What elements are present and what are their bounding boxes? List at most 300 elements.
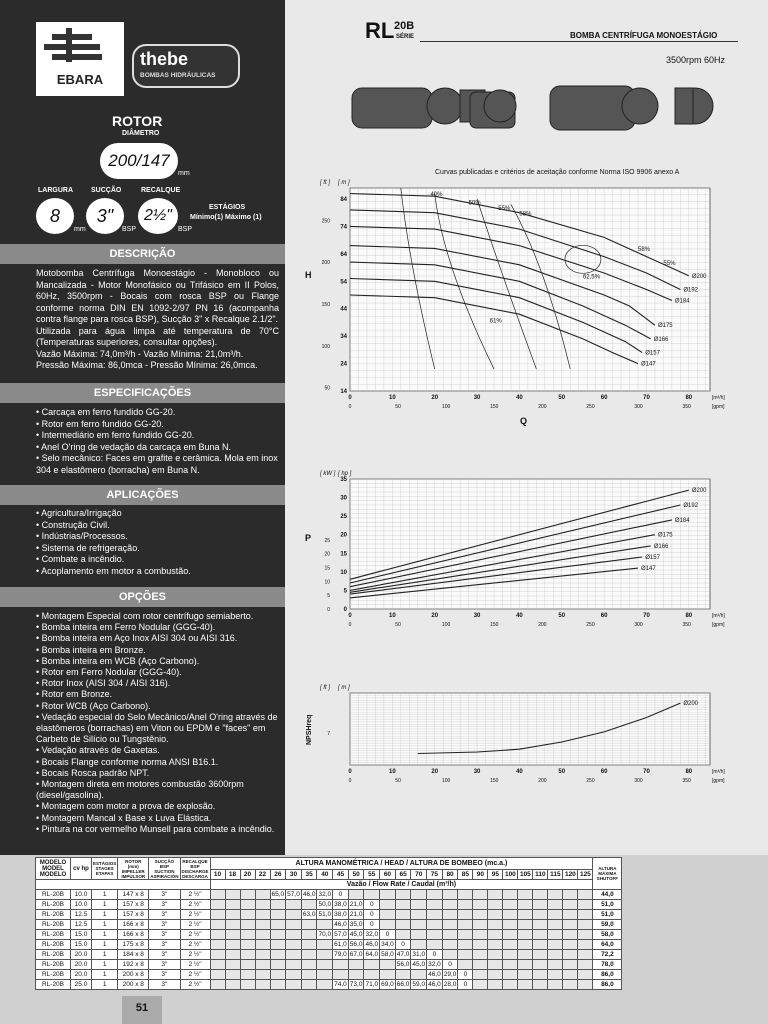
- y-axis-label: H: [305, 270, 312, 280]
- table-cell: 32,0: [318, 891, 332, 898]
- x-tick-label: 10: [389, 769, 396, 775]
- table-cell: [548, 960, 563, 970]
- table-cell: 1: [92, 900, 118, 910]
- table-cell: 157 x 8: [118, 910, 149, 920]
- table-cell: [225, 890, 240, 900]
- x-tick-label: 10: [389, 395, 396, 401]
- rotor-unit: mm: [178, 170, 190, 177]
- table-cell: [548, 910, 563, 920]
- table-cell: [458, 910, 473, 920]
- table-cell: 69,0: [381, 981, 394, 988]
- series-label: Ø166: [653, 543, 669, 550]
- y2-tick-label: 0: [327, 607, 330, 613]
- list-item: • Rotor em Bronze.: [36, 689, 113, 700]
- table-cell: [210, 900, 225, 910]
- table-cell: [488, 930, 503, 940]
- table-cell: [548, 940, 563, 950]
- table-cell: [533, 950, 548, 960]
- table-cell: 61,0: [334, 941, 347, 948]
- aplicacoes-heading: APLICAÇÕES: [0, 485, 285, 505]
- rotor-diameter: 200/147: [100, 143, 178, 179]
- table-cell: [395, 910, 411, 920]
- table-cell: [301, 940, 317, 950]
- table-cell: [255, 940, 270, 950]
- series-sup: 20B: [394, 20, 415, 32]
- table-cell: 63,0: [302, 911, 316, 918]
- x-tick-label: 40: [516, 769, 523, 775]
- x-tick-label: 20: [431, 395, 439, 401]
- y-unit: [ kW ]: [320, 471, 336, 477]
- x-tick-label: 60: [600, 769, 608, 775]
- list-item: • Combate a incêndio.: [36, 554, 125, 564]
- list-item: • Sistema de refrigeração.: [36, 542, 140, 553]
- list-item: • Rotor Inox (AISI 304 / AISI 316).: [36, 678, 171, 689]
- table-cell: [380, 890, 396, 900]
- table-cell: [301, 950, 317, 960]
- table-cell: [270, 920, 286, 930]
- table-cell: [210, 890, 225, 900]
- col-altura-max: ALTURA MÁXIMA SHUTOFF: [593, 858, 622, 890]
- table-cell: 2 ½": [180, 890, 210, 900]
- table-cell: [255, 910, 270, 920]
- table-cell: [286, 980, 302, 990]
- table-cell: [301, 970, 317, 980]
- especificacoes-list: [36, 407, 279, 476]
- x2-tick-label: 200: [538, 404, 547, 410]
- x-unit: [m³/h]: [712, 395, 725, 401]
- x-tick-label: 30: [473, 395, 481, 401]
- table-cell: [333, 960, 349, 970]
- table-cell: [380, 960, 396, 970]
- table-cell: [301, 920, 317, 930]
- y-tick-label: 34: [340, 334, 347, 341]
- table-cell: [563, 950, 578, 960]
- table-cell: 0: [380, 930, 396, 940]
- table-cell: [286, 950, 302, 960]
- y2-tick-label: 7: [327, 731, 330, 738]
- table-cell: [301, 980, 317, 990]
- x-tick-label: 30: [473, 769, 481, 775]
- table-cell: 2 ½": [180, 960, 210, 970]
- list-item: • Rotor em ferro fundido GG-20.: [36, 418, 164, 429]
- series-name: RL: [365, 18, 395, 43]
- performance-table: [35, 857, 622, 990]
- table-cell: [427, 920, 443, 930]
- table-cell: [473, 940, 488, 950]
- table-cell-max: 72,2: [593, 950, 622, 960]
- table-cell: [210, 910, 225, 920]
- table-cell: [563, 930, 578, 940]
- table-cell: 25.0: [71, 980, 92, 990]
- table-cell: 56,0: [349, 941, 363, 948]
- table-cell: [317, 960, 333, 970]
- table-cell: [240, 960, 255, 970]
- table-cell: [270, 940, 286, 950]
- table-row: [36, 960, 622, 970]
- list-item: • Bomba inteira em Bronze.: [36, 644, 146, 655]
- table-cell: [578, 930, 593, 940]
- table-cell: 20.0: [71, 960, 92, 970]
- table-cell: [548, 970, 563, 980]
- table-cell: [240, 980, 255, 990]
- series-label: Ø157: [645, 555, 660, 561]
- table-cell: 1: [92, 930, 118, 940]
- table-cell: [270, 950, 286, 960]
- x2-tick-label: 200: [538, 778, 547, 784]
- series-label: Ø200: [691, 273, 707, 280]
- x-tick-label: 0: [348, 613, 352, 619]
- table-cell: [548, 950, 563, 960]
- y-unit: [ ft ]: [320, 685, 331, 691]
- flow-header: 45: [333, 870, 349, 880]
- y-axis-label: P: [305, 533, 312, 543]
- x-tick-label: 80: [685, 613, 693, 619]
- x-tick-label: 80: [685, 395, 693, 401]
- table-cell: [473, 970, 488, 980]
- table-cell: 1: [92, 970, 118, 980]
- table-cell: [533, 960, 548, 970]
- table-cell: 3": [149, 980, 180, 990]
- table-cell: RL-20B: [36, 950, 71, 960]
- table-cell-max: 86,0: [593, 980, 622, 990]
- table-cell: 1: [92, 950, 118, 960]
- table-cell: [286, 920, 302, 930]
- table-cell: [270, 900, 286, 910]
- flow-header: 75: [427, 870, 443, 880]
- table-cell: 200 x 8: [118, 970, 149, 980]
- efficiency-label: 58%: [519, 211, 532, 218]
- table-cell: [548, 890, 563, 900]
- table-cell: [473, 910, 488, 920]
- pump-images: [350, 70, 740, 142]
- y-tick-label: 24: [340, 361, 347, 368]
- table-cell: [225, 910, 240, 920]
- table-cell: [503, 940, 518, 950]
- table-cell: 29,0: [443, 971, 457, 978]
- flow-header: 90: [473, 870, 488, 880]
- table-cell: RL-20B: [36, 920, 71, 930]
- table-cell: [301, 930, 317, 940]
- rotor-title: ROTOR: [112, 113, 163, 129]
- series-label: Ø147: [641, 361, 656, 368]
- table-cell: [270, 970, 286, 980]
- y-tick-label: 25: [340, 514, 347, 521]
- y2-tick-label: 25: [324, 537, 330, 544]
- table-cell: 50,0: [318, 901, 332, 908]
- table-cell: [578, 970, 593, 980]
- table-row: [36, 930, 622, 940]
- y2-tick-label: 15: [324, 565, 330, 572]
- table-cell: [240, 930, 255, 940]
- efficiency-label: 55%: [498, 205, 511, 212]
- table-cell: 1: [92, 920, 118, 930]
- succao-unit: BSP: [122, 226, 137, 233]
- opcoes-heading: OPÇÕES: [0, 587, 285, 607]
- table-cell: 71,0: [365, 981, 379, 988]
- table-cell: 20.0: [71, 950, 92, 960]
- y2-tick-label: 50: [324, 385, 330, 392]
- table-cell: [286, 940, 302, 950]
- table-cell: [548, 920, 563, 930]
- efficiency-label: 50%: [468, 200, 481, 207]
- aplicacoes-list: [36, 508, 279, 577]
- table-cell: [210, 920, 225, 930]
- table-cell: 2 ½": [180, 970, 210, 980]
- table-cell: [286, 970, 302, 980]
- table-cell: [518, 890, 533, 900]
- table-cell: 79,0: [334, 951, 347, 958]
- table-cell: [225, 920, 240, 930]
- table-cell: [255, 930, 270, 940]
- table-cell: 73,0: [349, 981, 363, 988]
- list-item: • Pintura na cor vermelho Munsell para combate a incêndio.: [36, 823, 275, 834]
- table-cell: [563, 970, 578, 980]
- table-cell: [503, 970, 518, 980]
- table-cell: [301, 900, 317, 910]
- table-cell: 47,0: [396, 951, 410, 958]
- table-cell: [578, 940, 593, 950]
- list-item: • Intermediário em ferro fundido GG-20.: [36, 430, 195, 440]
- y-axis-label: NPSHreq: [306, 714, 313, 745]
- table-cell-max: 58,0: [593, 930, 622, 940]
- x-tick-label: 0: [348, 395, 352, 401]
- table-cell: 2 ½": [180, 900, 210, 910]
- list-item: • Vedação através de Gaxetas.: [36, 745, 160, 756]
- table-cell: [518, 970, 533, 980]
- y-tick-label: 30: [340, 495, 347, 502]
- table-cell: 3": [149, 960, 180, 970]
- x-tick-label: 40: [516, 395, 523, 401]
- table-cell: [458, 890, 473, 900]
- y-tick-label: 35: [340, 477, 347, 483]
- x-tick-label: 70: [643, 395, 650, 401]
- flow-header: 26: [270, 870, 286, 880]
- table-cell: RL-20B: [36, 910, 71, 920]
- table-subtitle: Vazão / Flow Rate / Caudal (m³/h): [210, 880, 593, 890]
- table-cell: RL-20B: [36, 890, 71, 900]
- table-cell: 56,0: [396, 961, 410, 968]
- table-cell: [442, 910, 458, 920]
- table-row: [36, 910, 622, 920]
- table-cell: [348, 890, 364, 900]
- estagios-value: Mínimo(1) Máximo (1): [190, 214, 262, 221]
- flow-header: 80: [442, 870, 458, 880]
- table-cell: 45,0: [412, 961, 426, 968]
- table-cell: [395, 970, 411, 980]
- table-cell: 21,0: [349, 911, 363, 918]
- list-item: • Bocais Rosca padrão NPT.: [36, 767, 150, 778]
- especificacoes-heading: ESPECIFICAÇÕES: [0, 383, 285, 403]
- table-cell: [255, 970, 270, 980]
- x-tick-label: 20: [431, 769, 439, 775]
- table-cell: [473, 960, 488, 970]
- opcoes-list: [36, 611, 279, 835]
- x2-tick-label: 250: [586, 622, 595, 628]
- table-cell: [210, 970, 225, 980]
- thebe-text: thebe: [140, 49, 189, 69]
- table-cell: [518, 910, 533, 920]
- series-label: Ø157: [645, 350, 660, 357]
- table-cell: [210, 960, 225, 970]
- col-estagios: ESTÁGIOS STAGES ETAPAS: [92, 858, 118, 880]
- table-row: [36, 890, 622, 900]
- table-cell: [458, 940, 473, 950]
- efficiency-label: 58%: [638, 247, 651, 254]
- table-cell: 46,0: [428, 971, 441, 978]
- table-cell: [533, 920, 548, 930]
- table-cell: [488, 970, 503, 980]
- list-item: • Carcaça em ferro fundido GG-20.: [36, 407, 176, 417]
- series-label: Ø184: [674, 517, 690, 524]
- table-row: [36, 940, 622, 950]
- flow-header: 110: [533, 870, 548, 880]
- table-cell: [395, 900, 411, 910]
- table-cell: 3": [149, 940, 180, 950]
- x2-tick-label: 250: [586, 404, 595, 410]
- table-cell: 59,0: [412, 981, 426, 988]
- estagios-label: ESTÁGIOS: [209, 204, 246, 211]
- y2-tick-label: 200: [321, 260, 330, 267]
- table-cell: 2 ½": [180, 920, 210, 930]
- efficiency-label: 40%: [430, 192, 443, 199]
- table-cell: 12.5: [71, 920, 92, 930]
- table-cell: 1: [92, 960, 118, 970]
- list-item: • Construção Civil.: [36, 519, 110, 530]
- list-item: • Rotor WCB (Aço Carbono).: [36, 700, 151, 711]
- flow-header: 65: [395, 870, 411, 880]
- table-cell: [563, 890, 578, 900]
- table-title: ALTURA MANOMÉTRICA / HEAD / ALTURA DE BOMBEO (mc.a.): [210, 858, 593, 870]
- flow-header: 85: [458, 870, 473, 880]
- x-unit: [m³/h]: [712, 769, 725, 775]
- table-cell: [488, 960, 503, 970]
- table-cell: 57,0: [334, 931, 347, 938]
- series-label: Ø184: [674, 298, 690, 305]
- table-cell: [488, 980, 503, 990]
- table-cell: 3": [149, 950, 180, 960]
- table-cell: [578, 890, 593, 900]
- table-cell: [380, 910, 396, 920]
- x-tick-label: 70: [643, 613, 650, 619]
- table-cell: [210, 930, 225, 940]
- table-cell: 65,0: [271, 891, 285, 898]
- table-cell: [458, 920, 473, 930]
- thebe-subtitle: BOMBAS HIDRÁULICAS: [140, 72, 216, 79]
- table-cell: [411, 970, 427, 980]
- table-cell: 35,0: [349, 921, 363, 928]
- table-cell: [317, 940, 333, 950]
- flow-header: 100: [503, 870, 518, 880]
- table-cell: [286, 930, 302, 940]
- flow-header: 22: [255, 870, 270, 880]
- table-cell: 192 x 8: [118, 960, 149, 970]
- table-cell: [255, 950, 270, 960]
- table-cell: [518, 930, 533, 940]
- list-item: • Anel O'ring de vedação da carcaça em Buna N.: [36, 441, 231, 452]
- x2-tick-label: 0: [348, 404, 352, 410]
- table-cell: [225, 900, 240, 910]
- table-cell: [518, 920, 533, 930]
- series-label: Ø166: [653, 336, 669, 343]
- table-cell: RL-20B: [36, 900, 71, 910]
- list-item: • Montagem direta em motores combustão 3600rpm (diesel/gasolina).: [36, 779, 244, 801]
- chart-power: [305, 457, 745, 635]
- x2-tick-label: 0: [348, 778, 352, 784]
- table-cell: [458, 930, 473, 940]
- flow-header: 30: [286, 870, 302, 880]
- table-cell: 166 x 8: [118, 920, 149, 930]
- col-succao: SUCÇÃO BSP SUCTION ASPIRACIÓN: [150, 858, 179, 879]
- list-item: • Bomba inteira em Ferro Nodular (GGG-40).: [36, 622, 216, 633]
- col-recalque: RECALQUE BSP DISCHARGE DESCARGA: [181, 858, 209, 879]
- table-cell-max: 64,0: [593, 940, 622, 950]
- table-cell: [503, 910, 518, 920]
- x2-tick-label: 150: [490, 622, 499, 628]
- x2-tick-label: 50: [395, 778, 401, 784]
- recalque-label: RECALQUE: [141, 187, 181, 194]
- x2-tick-label: 350: [682, 404, 691, 410]
- y-tick-label: 5: [343, 588, 347, 595]
- ebara-logo: [36, 22, 124, 96]
- table-cell: [364, 970, 380, 980]
- table-cell: [255, 890, 270, 900]
- table-cell: [548, 980, 563, 990]
- x2-tick-label: 100: [442, 622, 451, 628]
- thebe-logo: [132, 44, 240, 88]
- list-item: • Bomba inteira em WCB (Aço Carbono).: [36, 655, 200, 666]
- table-cell: [255, 900, 270, 910]
- y2-tick-label: 100: [321, 343, 330, 350]
- table-cell-max: 51,0: [593, 910, 622, 920]
- table-cell: [301, 960, 317, 970]
- descricao-heading: DESCRIÇÃO: [0, 244, 285, 264]
- series-label: Ø200: [691, 488, 707, 495]
- table-cell: 28,0: [443, 981, 457, 988]
- x2-tick-label: 350: [682, 622, 691, 628]
- table-cell: [578, 950, 593, 960]
- efficiency-label: 55%: [663, 260, 676, 267]
- rotor-subtitle: DIÂMETRO: [122, 130, 160, 137]
- table-cell: 15.0: [71, 940, 92, 950]
- table-cell: [225, 940, 240, 950]
- y-tick-label: 14: [340, 389, 347, 395]
- x2-unit: [gpm]: [712, 778, 725, 784]
- largura-unit: mm: [74, 226, 86, 233]
- table-cell: [411, 940, 427, 950]
- x2-tick-label: 300: [634, 622, 643, 628]
- table-cell: [240, 970, 255, 980]
- table-cell: [427, 900, 443, 910]
- chart-note: Curvas publicadas e critérios de aceitação conforme Norma ISO 9906 anexo A: [435, 169, 680, 176]
- series-label: Ø192: [683, 287, 699, 294]
- table-cell: [563, 920, 578, 930]
- flow-header: 60: [380, 870, 396, 880]
- table-cell: [518, 940, 533, 950]
- x2-tick-label: 0: [348, 622, 352, 628]
- table-cell: [533, 980, 548, 990]
- x-tick-label: 50: [558, 613, 566, 619]
- table-row: [36, 900, 622, 910]
- x2-tick-label: 250: [586, 778, 595, 784]
- flow-header: 55: [364, 870, 380, 880]
- table-cell: [563, 980, 578, 990]
- x-tick-label: 0: [348, 769, 352, 775]
- table-cell: 3": [149, 930, 180, 940]
- table-cell: 175 x 8: [118, 940, 149, 950]
- table-cell: 1: [92, 910, 118, 920]
- table-cell: 46,0: [302, 891, 316, 898]
- y-tick-label: 15: [340, 551, 347, 558]
